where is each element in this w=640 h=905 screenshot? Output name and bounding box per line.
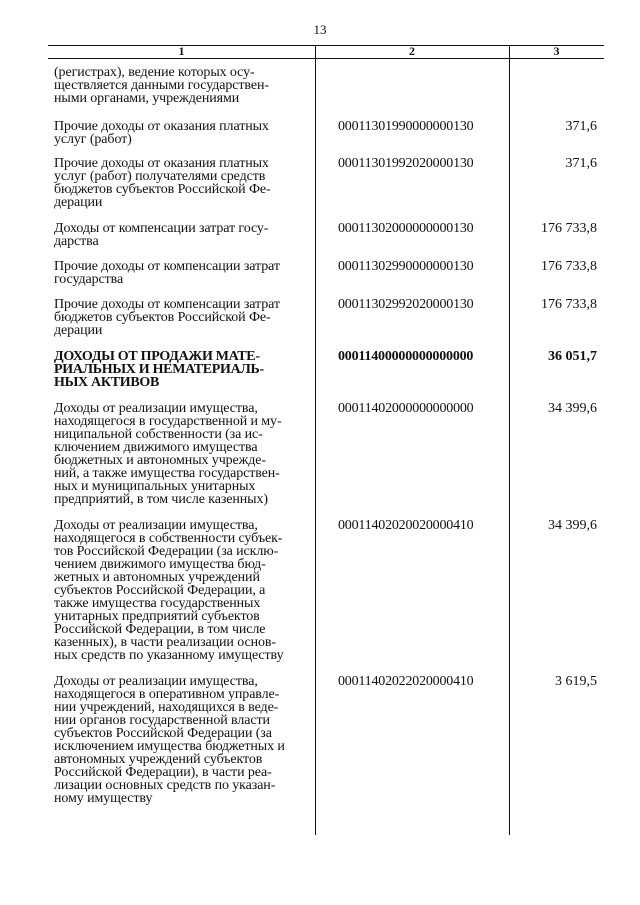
amount: 3 619,5	[555, 674, 597, 689]
amount: 371,6	[565, 156, 597, 171]
revenue-name: Доходы от реализации имущества, находящегося в собственности субъек- тов Российской Федерации (за исклю- чением движимого имущества бюд- жетных и автономных учреждений субъектов Российской Федерации, а также имущества государственных унитарных предприятий субъектов Российской Федерации, в том числе казенных), в части реализации основ- ных средств по указанному имуществу	[54, 518, 284, 663]
revenue-name: Прочие доходы от оказания платных услуг (работ)	[54, 119, 269, 147]
header-bottom-border	[48, 58, 604, 59]
budget-code: 00011402000000000000	[338, 401, 474, 416]
budget-code: 00011302992020000130	[338, 297, 474, 312]
revenue-name: Прочие доходы от оказания платных услуг (работ) получателями средств бюджетов субъектов Российской Фе- дерации	[54, 156, 271, 210]
revenue-name: Доходы от компенсации затрат госу- дарства	[54, 221, 269, 249]
amount: 34 399,6	[548, 518, 597, 533]
budget-code: 00011302000000000130	[338, 221, 474, 236]
column-header-1: 1	[178, 44, 185, 58]
column-divider-1	[315, 45, 316, 835]
revenue-table	[48, 45, 604, 835]
budget-code: 00011302990000000130	[338, 259, 474, 274]
revenue-name: (регистрах), ведение которых осу- ществляется данными государствен- ными органами, учреждениями	[54, 65, 269, 106]
revenue-name: Прочие доходы от компенсации затрат государства	[54, 259, 280, 287]
amount: 176 733,8	[541, 259, 597, 274]
amount: 176 733,8	[541, 297, 597, 312]
page-number: 13	[313, 22, 327, 37]
budget-code: 00011402020020000410	[338, 518, 474, 533]
revenue-name: Прочие доходы от компенсации затрат бюджетов субъектов Российской Фе- дерации	[54, 297, 280, 338]
budget-code: 00011400000000000000	[338, 349, 474, 364]
revenue-name: Доходы от реализации имущества, находящегося в оперативном управле- нии учреждений, находящихся в веде- нии органов государственной власти субъектов Российской Федерации (за исключением имущества бюджетных и автономных учреждений субъектов Российской Федерации), в части реа- лизации основных средств по указан- ному имуществу	[54, 674, 285, 806]
budget-code: 00011402022020000410	[338, 674, 474, 689]
amount: 36 051,7	[548, 349, 597, 364]
amount: 176 733,8	[541, 221, 597, 236]
amount: 34 399,6	[548, 401, 597, 416]
column-header-3: 3	[553, 44, 560, 58]
budget-code: 00011301990000000130	[338, 119, 474, 134]
amount: 371,6	[565, 119, 597, 134]
revenue-name: Доходы от реализации имущества, находящегося в государственной и му- ниципальной собственности (за ис- ключением движимого имущества бюджетных и автономных учрежде- ний, а также имущества государствен- ных и муниципальных унитарных предприятий, в том числе казенных)	[54, 401, 282, 507]
budget-code: 00011301992020000130	[338, 156, 474, 171]
column-header-2: 2	[409, 44, 415, 58]
revenue-name: ДОХОДЫ ОТ ПРОДАЖИ МАТЕ- РИАЛЬНЫХ И НЕМАТЕРИАЛЬ- НЫХ АКТИВОВ	[54, 349, 264, 390]
